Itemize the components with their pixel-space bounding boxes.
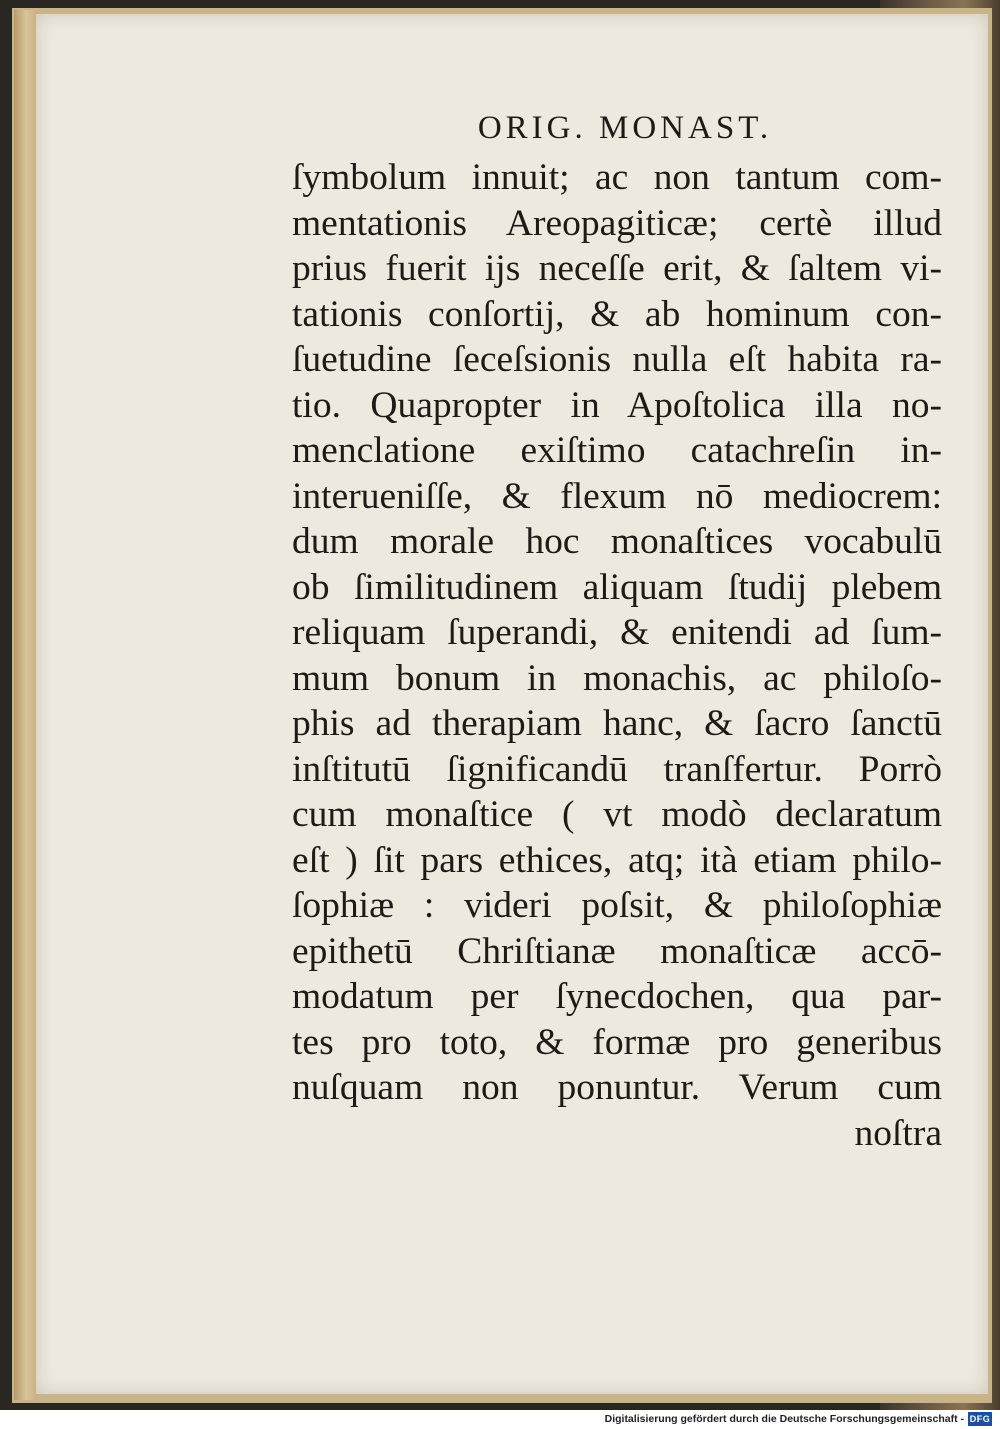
body-text bbox=[292, 155, 942, 1156]
catchword: noſtra bbox=[854, 1112, 942, 1154]
text-line-17: ſophiæ : videri poſsit, & philoſophiæ bbox=[292, 885, 942, 926]
digitization-footer bbox=[0, 1410, 1000, 1429]
page-fore-edge bbox=[14, 10, 38, 1400]
text-line-10: ob ſimilitudinem aliquam ſtudij plebem bbox=[292, 566, 942, 608]
text-line-1: ſymbolum innuit; ac non tantum com- bbox=[292, 157, 942, 198]
text-line-6: tio. Quapropter in Apoſtolica illa no- bbox=[292, 384, 942, 426]
text-line-21: nuſquam non ponuntur. Verum cum bbox=[292, 1067, 942, 1108]
dfg-logo-icon: DFG bbox=[969, 1414, 991, 1424]
text-line-11: reliquam ſuperandi, & enitendi ad ſum- bbox=[292, 612, 942, 653]
running-title: ORIG. MONAST. bbox=[477, 110, 773, 146]
text-line-13: phis ad therapiam hanc, & ſacro ſanctū bbox=[292, 703, 942, 744]
text-line-2: mentationis Areopagiticæ; certè illud bbox=[292, 202, 942, 244]
text-line-9: dum morale hoc monaſtices vocabulū bbox=[292, 521, 942, 562]
text-line-12: mum bonum in monachis, ac philoſo- bbox=[292, 657, 942, 699]
text-line-19: modatum per ſynecdochen, qua par- bbox=[292, 976, 942, 1017]
text-line-20: tes pro toto, & formæ pro generibus bbox=[292, 1021, 942, 1063]
text-line-4: tationis conſortij, & ab hominum con- bbox=[292, 293, 942, 335]
text-line-8: interueniſſe, & flexum nō mediocrem: bbox=[292, 475, 942, 517]
text-line-14: inſtitutū ſignificandū tranſfertur. Porrò bbox=[292, 748, 942, 790]
text-line-3: prius fuerit ijs neceſſe erit, & ſaltem vi- bbox=[292, 248, 942, 289]
text-line-16: eſt ) ſit pars ethices, atq; ità etiam philo- bbox=[292, 839, 942, 881]
text-line-5: ſuetudine ſeceſsionis nulla eſt habita ra- bbox=[292, 339, 942, 380]
footer-credit: Digitalisierung gefördert durch die Deutsche Forschungsgemeinschaft - bbox=[604, 1413, 964, 1425]
text-line-15: cum monaſtice ( vt modò declaratum bbox=[292, 794, 942, 835]
text-line-18: epithetū Chriſtianæ monaſticæ accō- bbox=[292, 930, 942, 972]
text-line-7: menclatione exiſtimo catachreſin in- bbox=[292, 430, 942, 471]
